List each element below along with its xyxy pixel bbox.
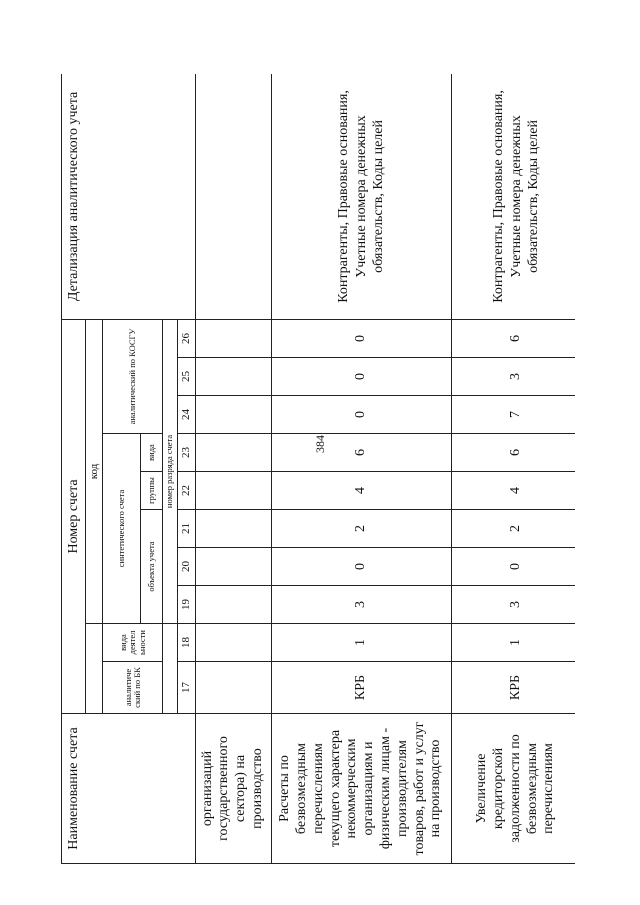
table-row [271, 74, 451, 864]
value-cell: 6 [451, 434, 575, 472]
value-cell [195, 586, 271, 624]
value-cell: 3 [271, 586, 451, 624]
account-number-header: Номер счета [62, 319, 86, 713]
value-cell [195, 358, 271, 396]
value-cell [195, 434, 271, 472]
digit-24: 24 [177, 396, 195, 434]
value-cell: 3 [451, 586, 575, 624]
kind-header: вида [141, 434, 163, 472]
value-cell: 0 [451, 548, 575, 586]
value-cell: 7 [451, 396, 575, 434]
analytic-detail-cell: Контрагенты, Правовые основания, Учетные номера денежных обязательств, Коды целей [271, 74, 451, 319]
value-cell: 6 [451, 319, 575, 357]
analytic-detail-cell [195, 74, 271, 319]
account-name-header: Наименование счета [62, 714, 196, 864]
value-cell: 0 [271, 396, 451, 434]
digit-17: 17 [177, 662, 195, 714]
value-cell [195, 662, 271, 714]
value-cell: 0 [271, 358, 451, 396]
analytic-kosgu-header: аналитический по КОСГУ [103, 319, 163, 433]
account-name-cell: Расчеты по безвозмездным перечислениям текущего характера некоммерческим организациям и физическим лицам - производителям товаров, работ и услуг на производство [271, 714, 451, 864]
digit-20: 20 [177, 548, 195, 586]
analytic-detail-cell: Контрагенты, Правовые основания, Учетные номера денежных обязательств, Коды целей [451, 74, 575, 319]
synthetic-account-header: синтетического счета [103, 434, 141, 624]
value-cell: 2 [271, 510, 451, 548]
digit-18: 18 [177, 624, 195, 662]
value-cell: 4 [451, 472, 575, 510]
code-header: код [85, 319, 103, 623]
digit-19: 19 [177, 586, 195, 624]
digit-number-spacer [163, 624, 177, 714]
page-number: 384 [313, 435, 327, 453]
value-cell: 6 [271, 434, 451, 472]
value-cell: 4 [271, 472, 451, 510]
accounts-table-frame [61, 74, 575, 864]
digit-21: 21 [177, 510, 195, 548]
activity-type-header: вида деятел ьности [103, 624, 163, 662]
table-row [195, 74, 271, 864]
table-row [451, 74, 575, 864]
accounts-table [61, 74, 575, 864]
value-cell: КРБ [451, 662, 575, 714]
digit-23: 23 [177, 434, 195, 472]
value-cell: 0 [271, 548, 451, 586]
account-name-cell: Увеличение кредиторской задолженности по безвозмездным перечислениям [451, 714, 575, 864]
analytic-detail-header: Детализация аналитического учета [62, 74, 196, 319]
account-object-header: объекта учета [141, 510, 163, 624]
value-cell [195, 510, 271, 548]
digit-22: 22 [177, 472, 195, 510]
value-cell: 1 [451, 624, 575, 662]
code-spacer [85, 624, 103, 714]
value-cell: КРБ [271, 662, 451, 714]
digit-number-header: номер разряда счета [163, 319, 177, 623]
value-cell [195, 472, 271, 510]
value-cell [195, 396, 271, 434]
value-cell: 1 [271, 624, 451, 662]
value-cell: 0 [271, 319, 451, 357]
group-header: группы [141, 472, 163, 510]
digit-26: 26 [177, 319, 195, 357]
value-cell: 2 [451, 510, 575, 548]
digit-25: 25 [177, 358, 195, 396]
value-cell: 3 [451, 358, 575, 396]
value-cell [195, 319, 271, 357]
value-cell [195, 548, 271, 586]
value-cell [195, 624, 271, 662]
account-name-cell: организаций государственного сектора) на производство [195, 714, 271, 864]
analytic-bk-header: аналитиче ский по БК [103, 662, 163, 714]
